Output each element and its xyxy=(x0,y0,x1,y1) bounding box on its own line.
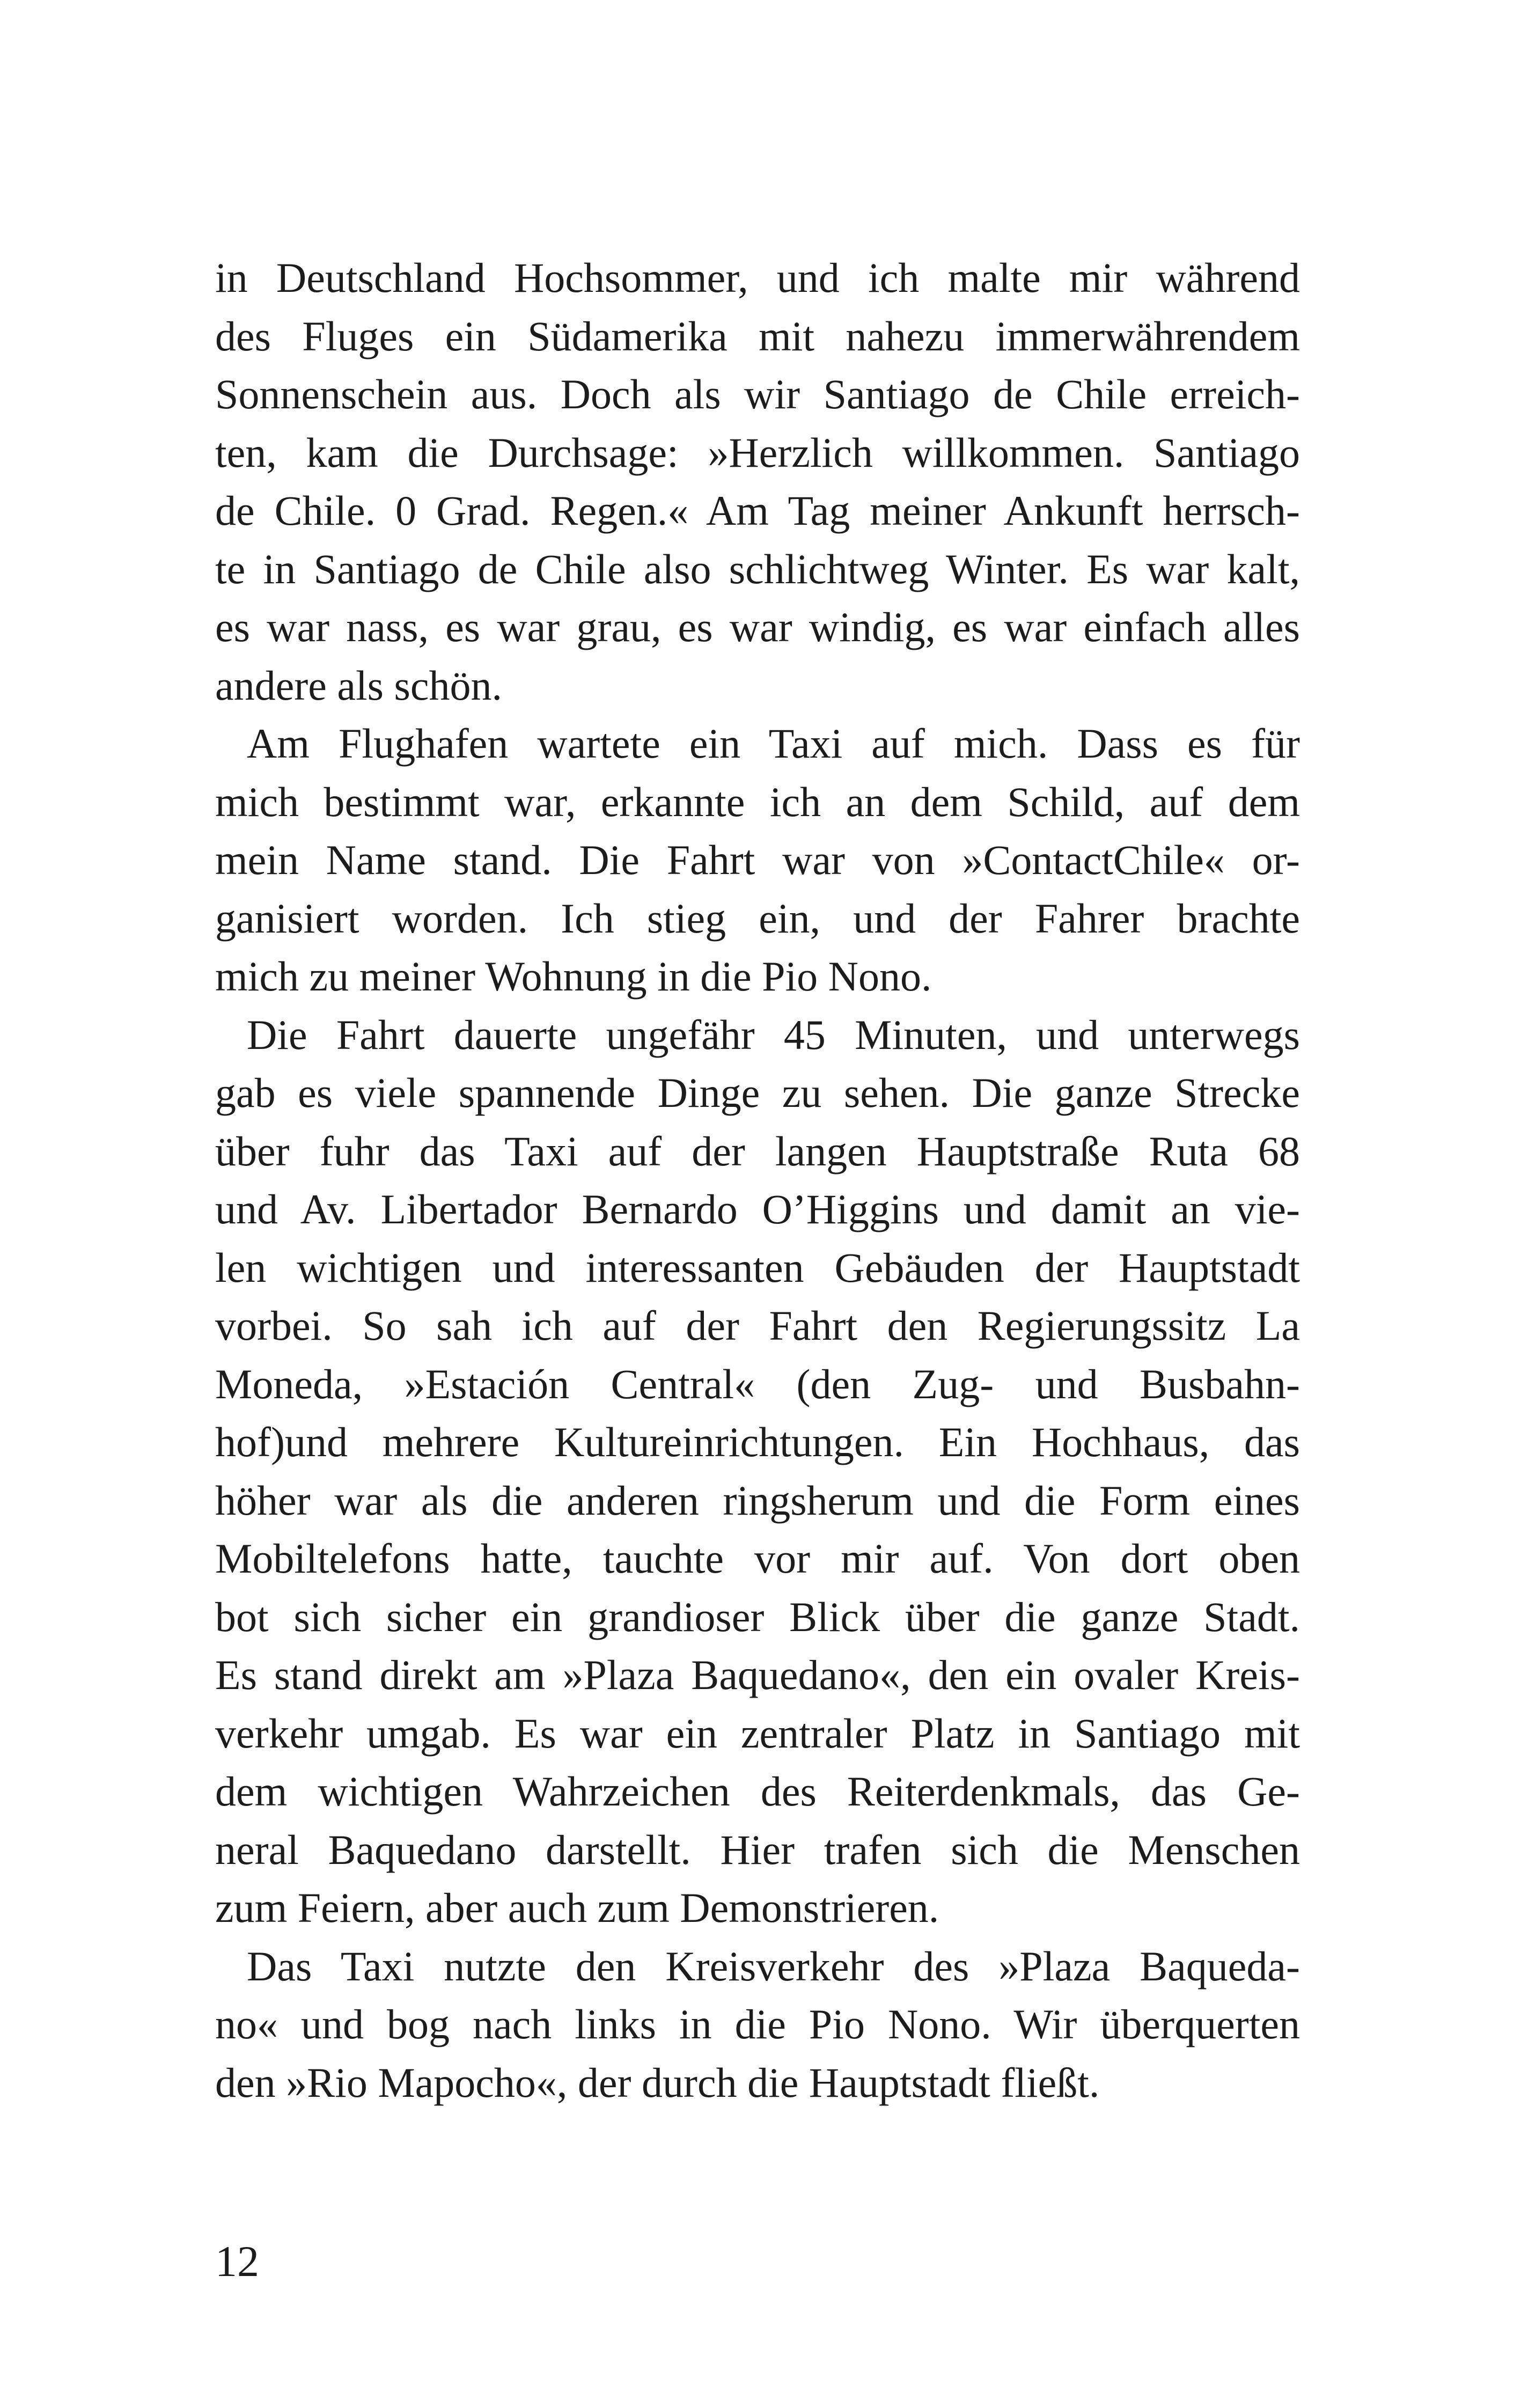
text-line: Es stand direkt am »Plaza Baquedano«, den ein ovaler Kreis- xyxy=(215,1651,1300,1698)
text-line: zum Feiern, aber auch zum Demonstrieren. xyxy=(215,1884,939,1931)
text-line: no« und bog nach links in die Pio Nono. Wir überquerten xyxy=(215,2001,1300,2047)
text-line: len wichtigen und interessanten Gebäuden der Hauptstadt xyxy=(215,1244,1300,1291)
text-line: mein Name stand. Die Fahrt war von »ContactChile« or- xyxy=(215,836,1300,883)
text-line: neral Baquedano darstellt. Hier trafen sich die Menschen xyxy=(215,1826,1300,1873)
paragraph-4 xyxy=(215,1937,1300,2112)
text-line: Das Taxi nutzte den Kreisverkehr des »Plaza Baqueda- xyxy=(247,1942,1300,1989)
text-line: und Av. Libertador Bernardo O’Higgins und damit an vie- xyxy=(215,1186,1300,1232)
text-line: Mobiltelefons hatte, tauchte vor mir auf. Von dort oben xyxy=(215,1535,1300,1582)
text-line: ganisiert worden. Ich stieg ein, und der Fahrer brachte xyxy=(215,894,1300,942)
text-line: ten, kam die Durchsage: »Herzlich willkommen. Santiago xyxy=(215,429,1300,476)
page-number: 12 xyxy=(215,2237,259,2286)
text-line: andere als schön. xyxy=(215,662,502,709)
text-line: Moneda, »Estación Central« (den Zug- und Busbahn- xyxy=(215,1360,1300,1407)
text-line: gab es viele spannende Dinge zu sehen. Die ganze Strecke xyxy=(215,1069,1300,1116)
text-line: dem wichtigen Wahrzeichen des Reiterdenkmals, das Ge- xyxy=(215,1768,1300,1815)
text-line: in Deutschland Hochsommer, und ich malte mir während xyxy=(215,254,1300,301)
text-line: höher war als die anderen ringsherum und die Form eines xyxy=(215,1477,1300,1524)
text-line: Die Fahrt dauerte ungefähr 45 Minuten, und unterwegs xyxy=(247,1011,1300,1058)
text-line: Am Flughafen wartete ein Taxi auf mich. Dass es für xyxy=(247,720,1300,767)
paragraph-3 xyxy=(215,1006,1300,1937)
text-line: den »Rio Mapocho«, der durch die Hauptstadt fließt. xyxy=(215,2059,1100,2106)
text-line: bot sich sicher ein grandioser Blick über die ganze Stadt. xyxy=(215,1593,1300,1640)
body-text xyxy=(215,249,1300,2112)
text-line: Sonnenschein aus. Doch als wir Santiago de Chile erreich- xyxy=(215,371,1300,417)
text-line: des Fluges ein Südamerika mit nahezu immerwährendem xyxy=(215,312,1300,359)
text-line: mich zu meiner Wohnung in die Pio Nono. xyxy=(215,953,932,1000)
text-line: über fuhr das Taxi auf der langen Hauptstraße Ruta 68 xyxy=(215,1127,1300,1174)
text-line: verkehr umgab. Es war ein zentraler Platz in Santiago mit xyxy=(215,1709,1300,1757)
text-line: hof)und mehrere Kultureinrichtungen. Ein Hochhaus, das xyxy=(215,1419,1300,1465)
text-line: es war nass, es war grau, es war windig, es war einfach alles xyxy=(215,604,1300,650)
text-line: mich bestimmt war, erkannte ich an dem Schild, auf dem xyxy=(215,778,1300,825)
text-line: de Chile. 0 Grad. Regen.« Am Tag meiner Ankunft herrsch- xyxy=(215,487,1300,534)
paragraph-2 xyxy=(215,715,1300,1006)
paragraph-1 xyxy=(215,249,1300,715)
text-line: te in Santiago de Chile also schlichtweg Winter. Es war kalt, xyxy=(215,545,1300,592)
text-line: vorbei. So sah ich auf der Fahrt den Regierungssitz La xyxy=(215,1302,1300,1349)
